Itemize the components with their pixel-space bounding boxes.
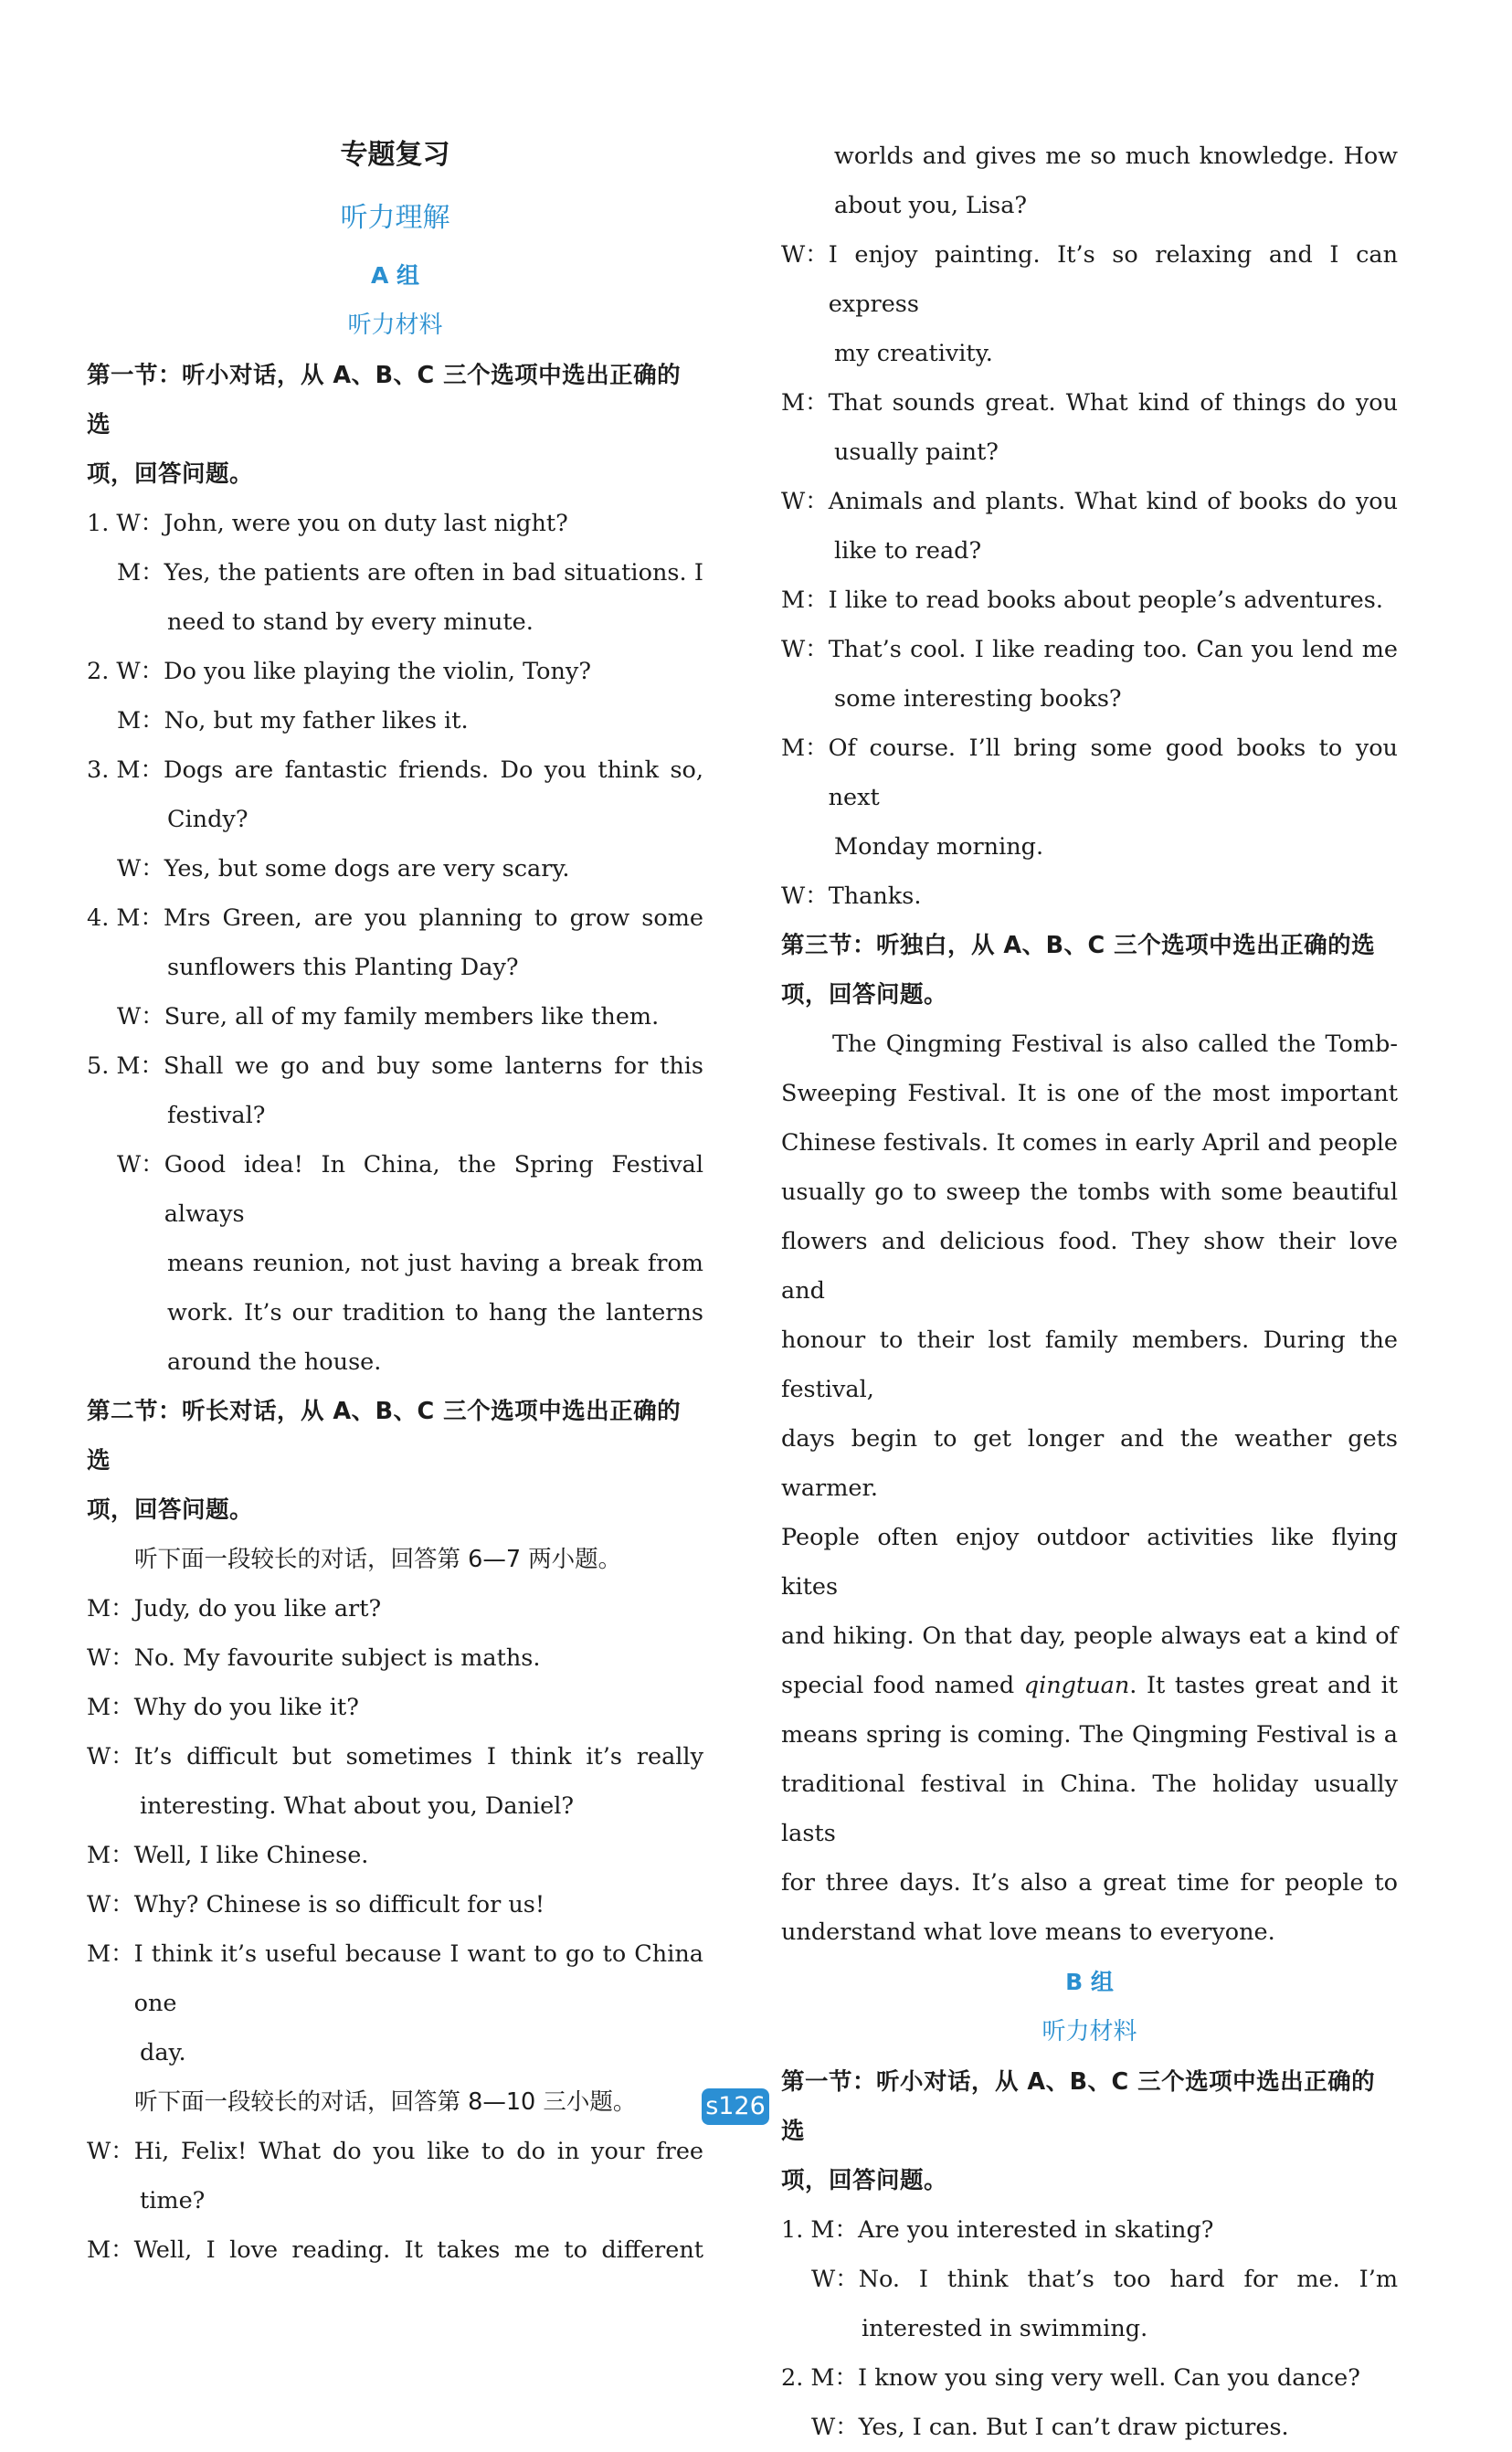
dialogue-5: 5. M： Shall we go and buy some lanterns for this festival? W： Good idea! In China, the Spring Festival always means reunion, not just having a break from work. It’s our tradition to hang the lanterns around the house.: [87, 1052, 703, 1376]
instruction-6-7: 听下面一段较长的对话，回答第 6—7 两小题。: [134, 1546, 622, 1573]
dialogue-b2: 2. M： I know you sing very well. Can you dance? W： Yes, I can. But I can’t draw pictures.: [781, 2364, 1360, 2441]
part-two-instruction: 第二节：听长对话，从 A、B、C 三个选项中选出正确的选 项，回答问题。: [87, 1398, 682, 1524]
dialogue-1: 1. W： John, were you on duty last night? M： Yes, the patients are often in bad situations. I need to stand by every minute.: [87, 510, 703, 636]
material-a-heading: 听力材料: [347, 312, 443, 339]
part-three-instruction: 第三节：听独白，从 A、B、C 三个选项中选出正确的选 项，回答问题。: [781, 932, 1376, 1009]
left-column: [87, 128, 703, 2275]
group-a-heading: A 组: [370, 262, 420, 289]
monologue-qingtuan-line: special food named qingtuan. It tastes great and it: [781, 1672, 1398, 1699]
material-b-heading: 听力材料: [1041, 2018, 1137, 2045]
group-b-heading: B 组: [1065, 1969, 1114, 1995]
section-title: 专题复习: [340, 139, 450, 171]
dialogue-4: 4. M： Mrs Green, are you planning to grow some sunflowers this Planting Day? W： Sure, all of my family members like them.: [87, 904, 703, 1030]
long-dialogue-2-continued: worlds and gives me so much knowledge. How about you, Lisa? W： I enjoy painting. It’s so relaxing and I can express my creativity. M： That sounds great. What kind of things do you usually paint? W： Animals and plants. What kind of books do you like to read? M： I like to read books about people’s adventures. W： That’s cool. I like reading too. Can you lend me some interesting books? M： Of course. I’ll bring some good books to you next Monday morning. W： Thanks.: [781, 143, 1398, 910]
part-one-b-instruction: 第一节：听小对话，从 A、B、C 三个选项中选出正确的选 项，回答问题。: [781, 2068, 1376, 2194]
dialogue-2: 2. W： Do you like playing the violin, Tony? M： No, but my father likes it.: [87, 658, 592, 735]
long-dialogue-2-start: W： Hi, Felix! What do you like to do in your free time? M： Well, I love reading. It takes me to different: [87, 2138, 703, 2264]
right-column: [781, 132, 1398, 2452]
subsection-title: 听力理解: [340, 202, 450, 234]
part-one-instruction: 第一节：听小对话，从 A、B、C 三个选项中选出正确的选 项，回答问题。: [87, 362, 682, 488]
page-number-badge: s126: [702, 2088, 769, 2125]
qingtuan-term: qingtuan: [1023, 1672, 1130, 1699]
dialogue-3: 3. M： Dogs are fantastic friends. Do you think so, Cindy? W： Yes, but some dogs are very scary.: [87, 756, 703, 883]
monologue-passage: The Qingming Festival is also called the Tomb- Sweeping Festival. It is one of the most important Chinese festivals. It comes in early April and people usually go to sweep the tombs with some beautiful flowers and delicious food. They show their love and honour to their lost family members. During the festival, days begin to get longer and the weather gets warmer. People often enjoy outdoor activities like flying kites and hiking. On that day, people always eat a kind of special food named qingtuan. It tastes great and it means spring is coming. The Qingming Festival is a traditional festival in China. The holiday usually lasts for three days. It’s also a great time for people to understand what love means to everyone.: [781, 1030, 1398, 1946]
instruction-8-10: 听下面一段较长的对话，回答第 8—10 三小题。: [134, 2088, 637, 2116]
long-dialogue-1: M： Judy, do you like art? W： No. My favourite subject is maths. M： Why do you like it? W： It’s difficult but sometimes I think it’s really interesting. What about you, Daniel? M： Well, I like Chinese. W： Why? Chinese is so difficult for us! M： I think it’s useful because I want to go to China one day.: [87, 1595, 703, 2066]
dialogue-b1: 1. M： Are you interested in skating? W： No. I think that’s too hard for me. I’m interested in swimming.: [781, 2216, 1398, 2342]
